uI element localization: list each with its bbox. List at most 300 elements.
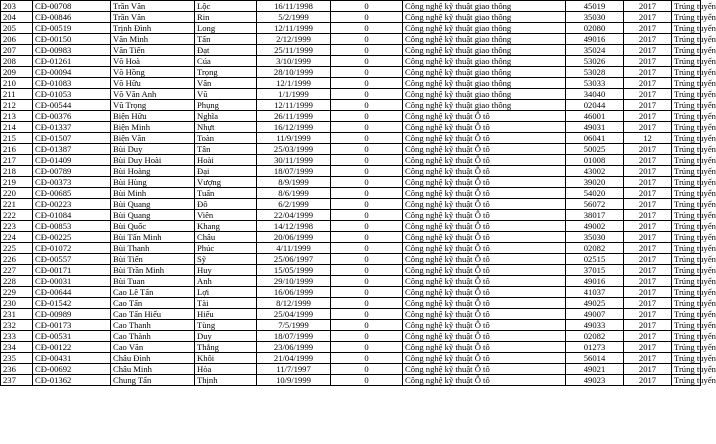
given-name-cell: Huy: [195, 265, 257, 276]
year-cell: 2017: [624, 243, 672, 254]
surname-cell: Bùi Quốc: [111, 221, 195, 232]
given-name-cell: Anh: [195, 276, 257, 287]
result-cell: Trúng tuyển: [672, 287, 701, 298]
major-cell: Công nghệ kỹ thuật Ô tô: [403, 320, 566, 331]
given-name-cell: Toàn: [195, 133, 257, 144]
school-code-cell: 54020: [566, 188, 624, 199]
result-cell: Trúng tuyển: [672, 1, 701, 12]
table-row: [1, 67, 701, 78]
row-number-cell: 223: [1, 221, 33, 232]
surname-cell: Bùi Quang: [111, 199, 195, 210]
year-cell: 2017: [624, 144, 672, 155]
school-code-cell: 43002: [566, 166, 624, 177]
birth-date-cell: 11/7/1997: [257, 364, 331, 375]
applicant-code-cell: CĐ-00544: [33, 100, 111, 111]
year-cell: 2017: [624, 276, 672, 287]
given-name-cell: Nhựt: [195, 122, 257, 133]
applicant-code-cell: CĐ-01083: [33, 78, 111, 89]
row-number-cell: 222: [1, 210, 33, 221]
applicant-code-cell: CĐ-00708: [33, 1, 111, 12]
score-cell: 0: [331, 188, 403, 199]
row-number-cell: 231: [1, 309, 33, 320]
school-code-cell: 34040: [566, 89, 624, 100]
result-cell: Trúng tuyển: [672, 155, 701, 166]
birth-date-cell: 16/11/1998: [257, 1, 331, 12]
table-row: [1, 56, 701, 67]
score-cell: 0: [331, 210, 403, 221]
score-cell: 0: [331, 23, 403, 34]
table-row: [1, 298, 701, 309]
birth-date-cell: 12/11/1999: [257, 100, 331, 111]
applicant-code-cell: CĐ-00031: [33, 276, 111, 287]
given-name-cell: Châu: [195, 232, 257, 243]
major-cell: Công nghệ kỹ thuật Ô tô: [403, 166, 566, 177]
given-name-cell: Tài: [195, 298, 257, 309]
row-number-cell: 234: [1, 342, 33, 353]
score-cell: 0: [331, 56, 403, 67]
result-cell: Trúng tuyển: [672, 265, 701, 276]
birth-date-cell: 29/10/1999: [257, 276, 331, 287]
birth-date-cell: 4/11/1999: [257, 243, 331, 254]
major-cell: Công nghệ kỹ thuật Ô tô: [403, 287, 566, 298]
table-row: [1, 23, 701, 34]
surname-cell: Võ Văn Anh: [111, 89, 195, 100]
given-name-cell: Phúc: [195, 243, 257, 254]
school-code-cell: 35030: [566, 12, 624, 23]
birth-date-cell: 8/9/1999: [257, 177, 331, 188]
applicant-code-cell: CĐ-00983: [33, 45, 111, 56]
surname-cell: Bùi Tuan: [111, 276, 195, 287]
major-cell: Công nghệ kỹ thuật Ô tô: [403, 353, 566, 364]
row-number-cell: 220: [1, 188, 33, 199]
major-cell: Công nghệ kỹ thuật Ô tô: [403, 364, 566, 375]
result-cell: Trúng tuyển: [672, 144, 701, 155]
year-cell: 2017: [624, 155, 672, 166]
surname-cell: Bùi Trần Minh: [111, 265, 195, 276]
surname-cell: Võ Hoà: [111, 56, 195, 67]
table-row: [1, 309, 701, 320]
major-cell: Công nghệ kỹ thuật Ô tô: [403, 221, 566, 232]
score-cell: 0: [331, 342, 403, 353]
applicant-code-cell: CĐ-00094: [33, 67, 111, 78]
result-cell: Trúng tuyển: [672, 111, 701, 122]
score-cell: 0: [331, 45, 403, 56]
year-cell: 2017: [624, 364, 672, 375]
school-code-cell: 49007: [566, 309, 624, 320]
birth-date-cell: 30/11/1999: [257, 155, 331, 166]
school-code-cell: 35030: [566, 232, 624, 243]
table-row: [1, 111, 701, 122]
row-number-cell: 236: [1, 364, 33, 375]
birth-date-cell: 8/12/1999: [257, 298, 331, 309]
year-cell: 2017: [624, 56, 672, 67]
row-number-cell: 211: [1, 89, 33, 100]
given-name-cell: Thịnh: [195, 375, 257, 386]
major-cell: Công nghệ kỹ thuật giao thông: [403, 56, 566, 67]
school-code-cell: 02515: [566, 254, 624, 265]
school-code-cell: 53026: [566, 56, 624, 67]
major-cell: Công nghệ kỹ thuật Ô tô: [403, 111, 566, 122]
score-cell: 0: [331, 331, 403, 342]
birth-date-cell: 18/07/1999: [257, 166, 331, 177]
major-cell: Công nghệ kỹ thuật giao thông: [403, 1, 566, 12]
applicant-code-cell: CĐ-00519: [33, 23, 111, 34]
school-code-cell: 41037: [566, 287, 624, 298]
year-cell: 2017: [624, 342, 672, 353]
result-cell: Trúng tuyển: [672, 67, 701, 78]
surname-cell: Vũ Trọng: [111, 100, 195, 111]
given-name-cell: Hoài: [195, 155, 257, 166]
year-cell: 2017: [624, 111, 672, 122]
major-cell: Công nghệ kỹ thuật Ô tô: [403, 276, 566, 287]
school-code-cell: 49025: [566, 298, 624, 309]
applicant-code-cell: CĐ-01507: [33, 133, 111, 144]
school-code-cell: 01273: [566, 342, 624, 353]
major-cell: Công nghệ kỹ thuật Ô tô: [403, 243, 566, 254]
year-cell: 2017: [624, 45, 672, 56]
table-row: [1, 1, 701, 12]
applicant-code-cell: CĐ-01072: [33, 243, 111, 254]
birth-date-cell: 22/04/1999: [257, 210, 331, 221]
given-name-cell: Tân: [195, 144, 257, 155]
birth-date-cell: 21/04/1999: [257, 353, 331, 364]
surname-cell: Bùi Minh: [111, 188, 195, 199]
result-cell: Trúng tuyển: [672, 133, 701, 144]
given-name-cell: Thắng: [195, 342, 257, 353]
year-cell: 12: [624, 133, 672, 144]
applicant-code-cell: CĐ-00373: [33, 177, 111, 188]
row-number-cell: 232: [1, 320, 33, 331]
given-name-cell: Đại: [195, 166, 257, 177]
birth-date-cell: 25/11/1999: [257, 45, 331, 56]
major-cell: Công nghệ kỹ thuật Ô tô: [403, 122, 566, 133]
school-code-cell: 56014: [566, 353, 624, 364]
applicant-code-cell: CĐ-00531: [33, 331, 111, 342]
applicant-code-cell: CĐ-00223: [33, 199, 111, 210]
table-row: [1, 144, 701, 155]
applicant-code-cell: CĐ-00989: [33, 309, 111, 320]
applicant-code-cell: CĐ-00557: [33, 254, 111, 265]
score-cell: 0: [331, 133, 403, 144]
table-row: [1, 364, 701, 375]
score-cell: 0: [331, 155, 403, 166]
table-row: [1, 45, 701, 56]
result-cell: Trúng tuyển: [672, 89, 701, 100]
given-name-cell: Tuấn: [195, 188, 257, 199]
applicant-code-cell: CĐ-00376: [33, 111, 111, 122]
result-cell: Trúng tuyển: [672, 188, 701, 199]
score-cell: 0: [331, 243, 403, 254]
birth-date-cell: 26/11/1999: [257, 111, 331, 122]
result-cell: Trúng tuyển: [672, 298, 701, 309]
score-cell: 0: [331, 1, 403, 12]
school-code-cell: 02082: [566, 243, 624, 254]
table-row: [1, 232, 701, 243]
score-cell: 0: [331, 67, 403, 78]
result-cell: Trúng tuyển: [672, 56, 701, 67]
year-cell: 2017: [624, 320, 672, 331]
score-cell: 0: [331, 122, 403, 133]
result-cell: Trúng tuyển: [672, 309, 701, 320]
surname-cell: Võ Hữu: [111, 78, 195, 89]
applicant-code-cell: CĐ-00853: [33, 221, 111, 232]
year-cell: 2017: [624, 100, 672, 111]
row-number-cell: 203: [1, 1, 33, 12]
major-cell: Công nghệ kỹ thuật giao thông: [403, 34, 566, 45]
score-cell: 0: [331, 78, 403, 89]
given-name-cell: Sỹ: [195, 254, 257, 265]
row-number-cell: 233: [1, 331, 33, 342]
surname-cell: Cao Thành: [111, 331, 195, 342]
birth-date-cell: 15/05/1999: [257, 265, 331, 276]
table-row: [1, 320, 701, 331]
school-code-cell: 06041: [566, 133, 624, 144]
applicant-code-cell: CĐ-00173: [33, 320, 111, 331]
birth-date-cell: 25/04/1999: [257, 309, 331, 320]
surname-cell: Cao Lê Tấn: [111, 287, 195, 298]
major-cell: Công nghệ kỹ thuật giao thông: [403, 45, 566, 56]
applicant-code-cell: CĐ-00692: [33, 364, 111, 375]
birth-date-cell: 20/06/1999: [257, 232, 331, 243]
score-cell: 0: [331, 166, 403, 177]
result-cell: Trúng tuyển: [672, 221, 701, 232]
given-name-cell: Đô: [195, 199, 257, 210]
given-name-cell: Long: [195, 23, 257, 34]
result-cell: Trúng tuyển: [672, 210, 701, 221]
given-name-cell: Khang: [195, 221, 257, 232]
given-name-cell: Vượng: [195, 177, 257, 188]
surname-cell: Biện Minh: [111, 122, 195, 133]
major-cell: Công nghệ kỹ thuật Ô tô: [403, 232, 566, 243]
birth-date-cell: 23/06/1999: [257, 342, 331, 353]
surname-cell: Trần Văn: [111, 1, 195, 12]
score-cell: 0: [331, 276, 403, 287]
major-cell: Công nghệ kỹ thuật Ô tô: [403, 210, 566, 221]
school-code-cell: 53033: [566, 78, 624, 89]
surname-cell: Bùi Duy: [111, 144, 195, 155]
surname-cell: Cao Văn: [111, 342, 195, 353]
year-cell: 2017: [624, 232, 672, 243]
birth-date-cell: 11/9/1999: [257, 133, 331, 144]
result-cell: Trúng tuyển: [672, 331, 701, 342]
applicant-code-cell: CĐ-01542: [33, 298, 111, 309]
given-name-cell: Hòa: [195, 364, 257, 375]
table-row: [1, 210, 701, 221]
surname-cell: Châu Minh: [111, 364, 195, 375]
row-number-cell: 208: [1, 56, 33, 67]
result-cell: Trúng tuyển: [672, 45, 701, 56]
school-code-cell: 39020: [566, 177, 624, 188]
surname-cell: Biện Hữu: [111, 111, 195, 122]
given-name-cell: Duy: [195, 331, 257, 342]
row-number-cell: 219: [1, 177, 33, 188]
birth-date-cell: 14/12/1998: [257, 221, 331, 232]
row-number-cell: 207: [1, 45, 33, 56]
surname-cell: Bùi Thanh: [111, 243, 195, 254]
year-cell: 2017: [624, 331, 672, 342]
applicant-code-cell: CĐ-00225: [33, 232, 111, 243]
result-cell: Trúng tuyển: [672, 122, 701, 133]
major-cell: Công nghệ kỹ thuật Ô tô: [403, 342, 566, 353]
school-code-cell: 49031: [566, 122, 624, 133]
result-cell: Trúng tuyển: [672, 243, 701, 254]
applicant-code-cell: CĐ-00431: [33, 353, 111, 364]
row-number-cell: 204: [1, 12, 33, 23]
school-code-cell: 46001: [566, 111, 624, 122]
score-cell: 0: [331, 232, 403, 243]
birth-date-cell: 25/06/1997: [257, 254, 331, 265]
school-code-cell: 56072: [566, 199, 624, 210]
birth-date-cell: 5/2/1999: [257, 12, 331, 23]
applicant-code-cell: CĐ-01409: [33, 155, 111, 166]
given-name-cell: Phụng: [195, 100, 257, 111]
birth-date-cell: 3/10/1999: [257, 56, 331, 67]
row-number-cell: 235: [1, 353, 33, 364]
major-cell: Công nghệ kỹ thuật Ô tô: [403, 254, 566, 265]
surname-cell: Cao Tấn Hiếu: [111, 309, 195, 320]
year-cell: 2017: [624, 221, 672, 232]
table-row: [1, 166, 701, 177]
applicant-code-cell: CĐ-01387: [33, 144, 111, 155]
surname-cell: Bùi Duy Hoài: [111, 155, 195, 166]
year-cell: 2017: [624, 254, 672, 265]
table-row: [1, 133, 701, 144]
school-code-cell: 49016: [566, 276, 624, 287]
school-code-cell: 49002: [566, 221, 624, 232]
applicant-code-cell: CĐ-01084: [33, 210, 111, 221]
score-cell: 0: [331, 111, 403, 122]
applicant-code-cell: CĐ-00685: [33, 188, 111, 199]
given-name-cell: Lợi: [195, 287, 257, 298]
result-cell: Trúng tuyển: [672, 375, 701, 386]
table-row: [1, 276, 701, 287]
result-cell: Trúng tuyển: [672, 34, 701, 45]
surname-cell: Trịnh Đình: [111, 23, 195, 34]
table-row: [1, 100, 701, 111]
surname-cell: Bùi Hùng: [111, 177, 195, 188]
table-body: [1, 1, 716, 386]
year-cell: 2017: [624, 188, 672, 199]
major-cell: Công nghệ kỹ thuật Ô tô: [403, 177, 566, 188]
major-cell: Công nghệ kỹ thuật Ô tô: [403, 298, 566, 309]
major-cell: Công nghệ kỹ thuật Ô tô: [403, 375, 566, 386]
year-cell: 2017: [624, 353, 672, 364]
given-name-cell: Trọng: [195, 67, 257, 78]
school-code-cell: 38017: [566, 210, 624, 221]
school-code-cell: 37015: [566, 265, 624, 276]
surname-cell: Biện Văn: [111, 133, 195, 144]
score-cell: 0: [331, 34, 403, 45]
result-cell: Trúng tuyển: [672, 320, 701, 331]
applicant-code-cell: CĐ-00789: [33, 166, 111, 177]
surname-cell: Bùi Tiến: [111, 254, 195, 265]
major-cell: Công nghệ kỹ thuật Ô tô: [403, 155, 566, 166]
result-cell: Trúng tuyển: [672, 254, 701, 265]
given-name-cell: Tùng: [195, 320, 257, 331]
table-row: [1, 331, 701, 342]
row-number-cell: 225: [1, 243, 33, 254]
applicant-code-cell: CĐ-01053: [33, 89, 111, 100]
school-code-cell: 45019: [566, 1, 624, 12]
score-cell: 0: [331, 221, 403, 232]
row-number-cell: 216: [1, 144, 33, 155]
table-row: [1, 122, 701, 133]
row-number-cell: 217: [1, 155, 33, 166]
table-row: [1, 155, 701, 166]
major-cell: Công nghệ kỹ thuật Ô tô: [403, 144, 566, 155]
year-cell: 2017: [624, 78, 672, 89]
applicant-code-cell: CĐ-01261: [33, 56, 111, 67]
result-cell: Trúng tuyển: [672, 78, 701, 89]
score-cell: 0: [331, 12, 403, 23]
score-cell: 0: [331, 177, 403, 188]
applicant-code-cell: CĐ-00150: [33, 34, 111, 45]
major-cell: Công nghệ kỹ thuật giao thông: [403, 67, 566, 78]
major-cell: Công nghệ kỹ thuật Ô tô: [403, 133, 566, 144]
result-cell: Trúng tuyển: [672, 342, 701, 353]
given-name-cell: Vân: [195, 78, 257, 89]
row-number-cell: 218: [1, 166, 33, 177]
row-number-cell: 227: [1, 265, 33, 276]
table-row: [1, 353, 701, 364]
result-cell: Trúng tuyển: [672, 166, 701, 177]
year-cell: 2017: [624, 34, 672, 45]
year-cell: 2017: [624, 298, 672, 309]
major-cell: Công nghệ kỹ thuật Ô tô: [403, 188, 566, 199]
surname-cell: Châu Đình: [111, 353, 195, 364]
year-cell: 2017: [624, 1, 672, 12]
table-row: [1, 287, 701, 298]
applicant-code-cell: CĐ-00644: [33, 287, 111, 298]
applicant-code-cell: CĐ-01337: [33, 122, 111, 133]
row-number-cell: 221: [1, 199, 33, 210]
year-cell: 2017: [624, 287, 672, 298]
major-cell: Công nghệ kỹ thuật giao thông: [403, 100, 566, 111]
result-cell: Trúng tuyển: [672, 177, 701, 188]
score-cell: 0: [331, 375, 403, 386]
birth-date-cell: 28/10/1999: [257, 67, 331, 78]
table-row: [1, 254, 701, 265]
year-cell: 2017: [624, 199, 672, 210]
given-name-cell: Nghĩa: [195, 111, 257, 122]
table-row: [1, 243, 701, 254]
table-row: [1, 12, 701, 23]
result-cell: Trúng tuyển: [672, 199, 701, 210]
given-name-cell: Hiếu: [195, 309, 257, 320]
major-cell: Công nghệ kỹ thuật giao thông: [403, 78, 566, 89]
school-code-cell: 50025: [566, 144, 624, 155]
major-cell: Công nghệ kỹ thuật Ô tô: [403, 199, 566, 210]
major-cell: Công nghệ kỹ thuật Ô tô: [403, 265, 566, 276]
row-number-cell: 237: [1, 375, 33, 386]
score-cell: 0: [331, 89, 403, 100]
row-number-cell: 212: [1, 100, 33, 111]
major-cell: Công nghệ kỹ thuật Ô tô: [403, 309, 566, 320]
table-row: [1, 78, 701, 89]
score-cell: 0: [331, 309, 403, 320]
row-number-cell: 206: [1, 34, 33, 45]
table-row: [1, 199, 701, 210]
given-name-cell: Vũ: [195, 89, 257, 100]
given-name-cell: Khôi: [195, 353, 257, 364]
row-number-cell: 214: [1, 122, 33, 133]
score-cell: 0: [331, 287, 403, 298]
table-row: [1, 265, 701, 276]
year-cell: 2017: [624, 265, 672, 276]
year-cell: 2017: [624, 89, 672, 100]
surname-cell: Chung Tấn: [111, 375, 195, 386]
given-name-cell: Viên: [195, 210, 257, 221]
